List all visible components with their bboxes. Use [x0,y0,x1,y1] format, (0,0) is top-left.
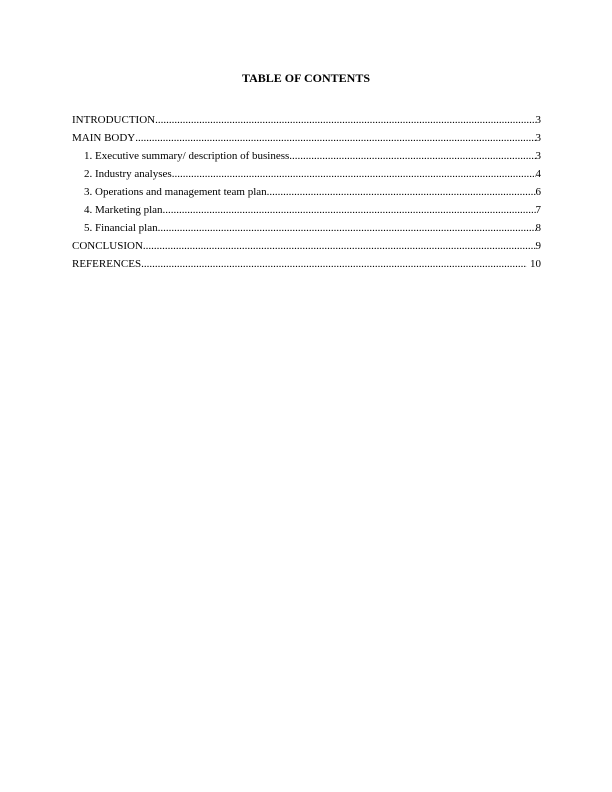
dot-leader [289,149,535,163]
toc-entry-label: 1. Executive summary/ description of business [84,150,290,162]
toc-entry-label: REFERENCES [72,258,142,270]
dot-leader [143,239,536,253]
toc-entry-label: 3. Operations and management team plan [84,186,267,198]
toc-entry-label: INTRODUCTION [72,114,156,126]
toc-entry-label: CONCLUSION [72,240,143,252]
toc-entry-introduction[interactable] [72,113,541,131]
toc-entry-references[interactable] [72,257,541,275]
toc-entry-page-number: 3 [535,114,541,126]
dot-leader [172,167,536,181]
toc-entry-label: 4. Marketing plan [84,204,163,216]
toc-entry-main-body[interactable] [72,131,541,149]
dot-leader [267,185,536,199]
toc-entry-industry-analyses[interactable] [72,167,541,185]
toc-entry-financial-plan[interactable] [72,221,541,239]
toc-entry-label: MAIN BODY [72,132,136,144]
dot-leader [163,203,536,217]
toc-title: TABLE OF CONTENTS [241,71,371,85]
toc-entry-page-number: 6 [535,186,541,198]
dot-leader [141,257,527,271]
toc-entry-page-number: 3 [535,132,541,144]
toc-entry-label: 2. Industry analyses [84,168,172,180]
toc-entry-executive-summary[interactable] [72,149,541,167]
toc-entry-marketing-plan[interactable] [72,203,541,221]
toc-entry-page-number: 3 [535,150,541,162]
toc-entry-operations-management[interactable] [72,185,541,203]
toc-entry-page-number: 4 [535,168,541,180]
toc-entry-page-number: 10 [530,258,541,270]
dot-leader [158,221,536,235]
dot-leader [155,113,535,127]
toc-entry-page-number: 7 [535,204,541,216]
dot-leader [135,131,535,145]
toc-entry-page-number: 9 [535,240,541,252]
toc-entry-label: 5. Financial plan [84,222,158,234]
toc-entry-page-number: 8 [535,222,541,234]
toc-list [72,113,541,275]
toc-entry-conclusion[interactable] [72,239,541,257]
